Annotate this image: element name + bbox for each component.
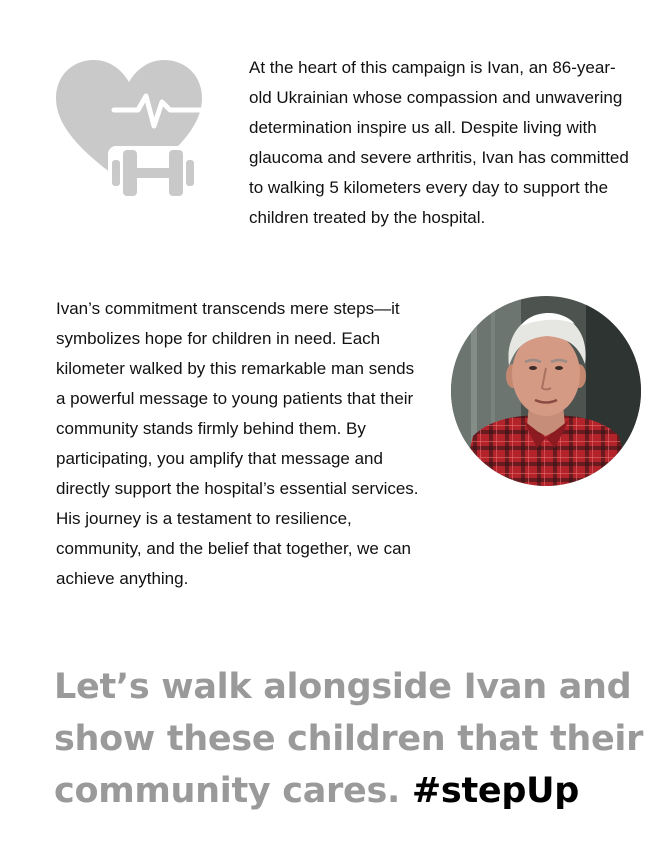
ivan-portrait-photo <box>451 296 641 486</box>
commitment-paragraph: Ivan’s commitment transcends mere steps—it symbolizes hope for children in need. Each kilometer walked by this remarkable man sends a powerful message to young patients that their community stands firmly behind them. By participating, you amplify that message and directly support the hospital’s essential services. His journey is a testament to resilience, community, and the belief that together, we can achieve anything. <box>56 299 419 588</box>
campaign-tagline <box>54 661 644 817</box>
intro-paragraph: At the heart of this campaign is Ivan, an 86-year-old Ukrainian whose compassion and unwavering determination inspire us all. Despite living with glaucoma and severe arthritis, Ivan has committed to walking 5 kilometers every day to support the children treated by the hospital. <box>249 58 629 227</box>
heart-health-fitness-icon <box>54 58 204 203</box>
tagline-text: Let’s walk alongside Ivan and show these children that their community cares. <box>54 667 644 811</box>
hashtag-stepup: #stepUp <box>411 771 579 811</box>
